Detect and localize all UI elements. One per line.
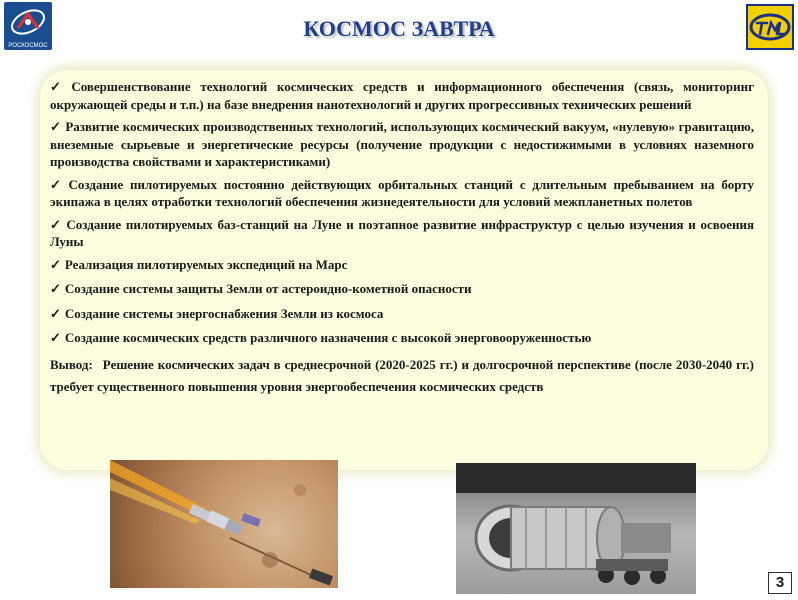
conclusion-label: Вывод: xyxy=(50,356,93,372)
list-item-text: Совершенствование технологий космических средств и информационного обеспечения (связь, мониторинг окружающей среды и т.п.) на базе внедрения нанотехнологий и других прогрессивных технических решений xyxy=(50,79,754,112)
list-item-text: Создание пилотируемых постоянно действующих орбитальных станций с длительным пребыванием на борту экипажа в целях отработки технологий обеспечения жизнедеятельности для условий межпланетных полетов xyxy=(50,176,754,209)
list-item xyxy=(50,329,754,347)
list-item xyxy=(50,78,754,113)
lunar-base-image xyxy=(456,463,696,594)
check-icon: ✓ xyxy=(50,119,62,134)
company-logo xyxy=(746,4,794,50)
conclusion xyxy=(50,354,754,398)
page-number: 3 xyxy=(768,572,792,594)
check-icon: ✓ xyxy=(50,281,61,296)
check-icon: ✓ xyxy=(50,256,61,272)
company-logo-icon xyxy=(748,6,792,48)
check-icon: ✓ xyxy=(50,330,61,345)
roscosmos-caption: РОСКОСМОС xyxy=(8,43,48,49)
list-item xyxy=(50,280,754,298)
list-item xyxy=(50,305,754,323)
check-icon: ✓ xyxy=(50,176,65,192)
check-icon: ✓ xyxy=(50,305,61,321)
conclusion-text: Решение космических задач в среднесрочной (2020-2025 гг.) и долгосрочной перспективе (после 2030-2040 гг.) требует существенного повышения уровня энергообеспечения космических средств xyxy=(50,356,754,394)
page-title: КОСМОС ЗАВТРА xyxy=(303,16,495,41)
check-icon: ✓ xyxy=(50,79,68,94)
list-item xyxy=(50,118,754,171)
list-item-text: Создание системы энергоснабжения Земли из космоса xyxy=(64,305,384,321)
mars-spacecraft-image xyxy=(110,460,338,588)
list-item xyxy=(50,256,754,274)
list-item xyxy=(50,216,754,251)
list-item xyxy=(50,176,754,211)
mars-spacecraft-icon xyxy=(110,460,338,588)
list-item-text: Создание пилотируемых баз-станций на Луне и поэтапное развитие инфраструктур с целью изучения и освоения Луны xyxy=(50,216,754,249)
list-item-text: Развитие космических производственных технологий, использующих космический вакуум, «нулевую» гравитацию, внеземные сырьевые и энергетические ресурсы (получение продукции с недостижимыми в условиях наземного производства свойствами и характеристиками) xyxy=(50,119,754,169)
list-item-text: Создание системы защиты Земли от астероидно-кометной опасности xyxy=(64,281,472,296)
lunar-base-icon xyxy=(456,463,696,594)
list-item-text: Реализация пилотируемых экспедиций на Марс xyxy=(64,256,348,272)
check-icon: ✓ xyxy=(50,216,63,232)
list-item-text: Создание космических средств различного назначения с высокой энерговооруженностью xyxy=(64,330,592,345)
content-list xyxy=(50,78,754,398)
